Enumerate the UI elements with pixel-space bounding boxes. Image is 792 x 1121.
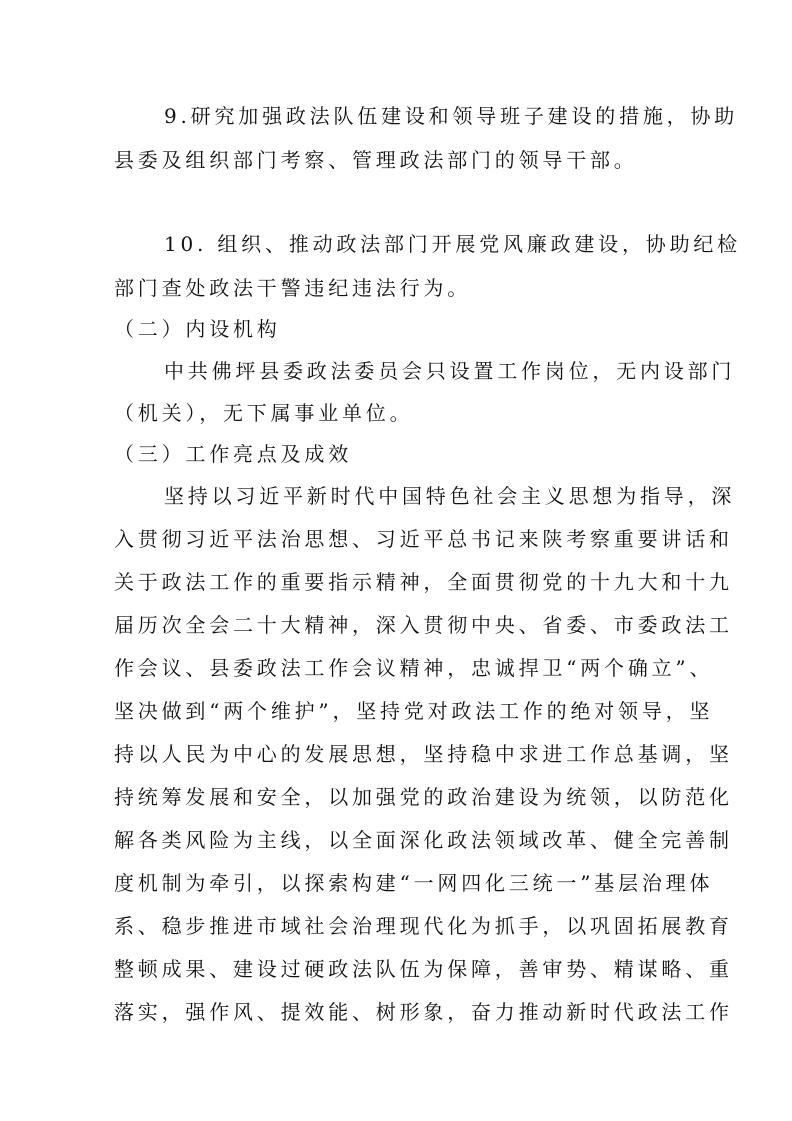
section-heading-highlights: （三）工作亮点及成效	[114, 442, 352, 466]
highlights-line-11: 系、稳步推进市域社会治理现代化为抓手，以巩固拓展教育	[114, 914, 733, 938]
highlights-line-3: 关于政法工作的重要指示精神，全面贯彻党的十九大和十九	[114, 570, 733, 594]
institution-line-1: 中共佛坪县委政法委员会只设置工作岗位，无内设部门	[164, 359, 736, 383]
institution-line-2: （机关），无下属事业单位。	[114, 401, 414, 425]
highlights-line-2: 入贯彻习近平法治思想、习近平总书记来陕考察重要讲话和	[114, 527, 733, 551]
item9-line-1: 9.研究加强政法队伍建设和领导班子建设的措施，协助	[164, 104, 739, 128]
highlights-line-13: 落实，强作风、提效能、树形象，奋力推动新时代政法工作	[114, 1000, 733, 1024]
highlights-line-9: 解各类风险为主线，以全面深化政法领域改革、健全完善制	[114, 828, 733, 852]
item10-line-1: 10. 组织、推动政法部门开展党风廉政建设，协助纪检	[164, 232, 741, 256]
item9-line-2: 县委及组织部门考察、管理政法部门的领导干部。	[114, 148, 638, 172]
highlights-line-10: 度机制为牵引，以探索构建“一网四化三统一”基层治理体	[114, 871, 714, 895]
section-heading-internal-structure: （二）内设机构	[114, 317, 281, 341]
highlights-line-7: 持以人民为中心的发展思想，坚持稳中求进工作总基调，坚	[114, 742, 733, 766]
highlights-line-4: 届历次全会二十大精神，深入贯彻中央、省委、市委政法工	[114, 613, 733, 637]
highlights-line-5: 作会议、县委政法工作会议精神，忠诚捍卫“两个确立”、	[114, 656, 714, 680]
highlights-line-6: 坚决做到“两个维护”，坚持党对政法工作的绝对领导，坚	[114, 699, 714, 723]
highlights-line-12: 整顿成果、建设过硬政法队伍为保障，善审势、精谋略、重	[114, 957, 733, 981]
item10-line-2: 部门查处政法干警违纪违法行为。	[114, 276, 471, 300]
highlights-line-8: 持统筹发展和安全，以加强党的政治建设为统领，以防范化	[114, 785, 733, 809]
highlights-line-1: 坚持以习近平新时代中国特色社会主义思想为指导，深	[164, 484, 736, 508]
